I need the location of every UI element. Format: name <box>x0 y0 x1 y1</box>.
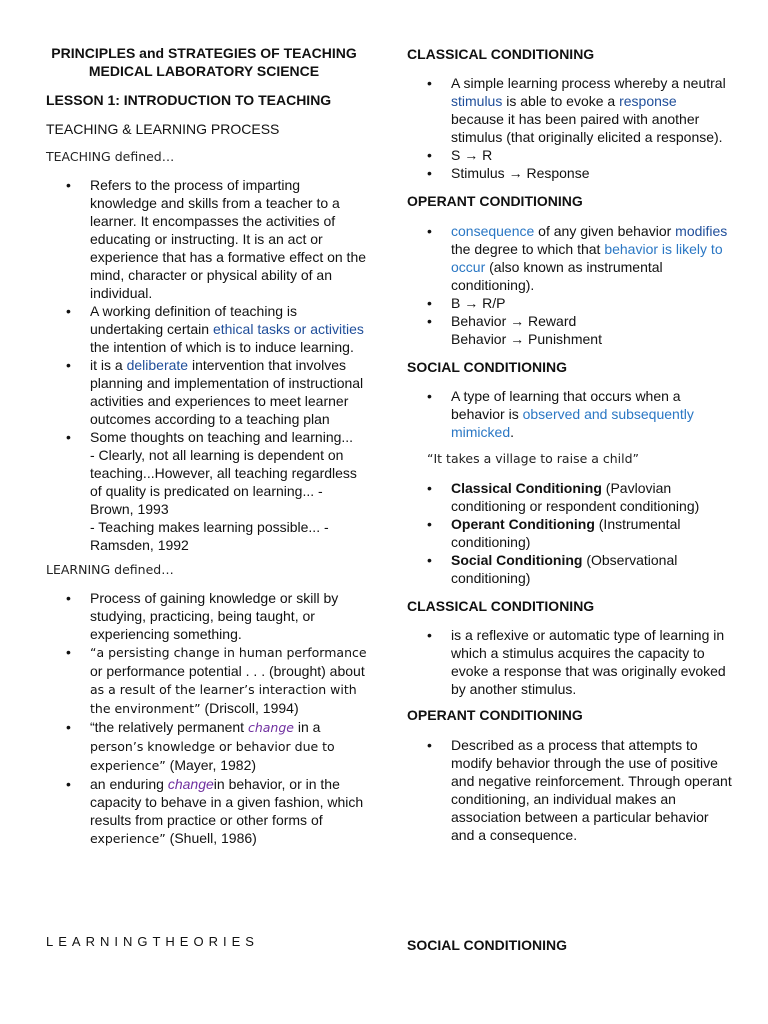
learning-theories-heading: LEARNINGTHEORIES <box>46 934 259 949</box>
operant-conditioning-heading: OPERANT CONDITIONING <box>407 193 583 209</box>
list-item: • Refers to the process of imparting knowledge and skills from a teacher to a learner. It encompasses the activities of educating or instructing. It is an act or experience that has a formative effect on the mind, character or physical ability of an individual. <box>66 177 367 301</box>
classical-conditioning-heading-2: CLASSICAL CONDITIONING <box>407 598 595 614</box>
conditioning-summary-list <box>407 479 732 587</box>
classical-definition-list <box>407 626 732 698</box>
list-item: • A working definition of teaching is undertaking certain ethical tasks or activities the intention of which is to induce learning. <box>66 303 364 355</box>
social-conditioning-heading-2: SOCIAL CONDITIONING <box>407 937 567 953</box>
list-item: • Operant Conditioning (Instrumental conditioning) <box>427 516 681 550</box>
teaching-list <box>46 176 370 554</box>
list-item: • “a persisting change in human performance or performance potential . . . (brought) about as a result of the learner’s interaction with the environment” (Driscoll, 1994) <box>66 644 367 716</box>
list-item: • Described as a process that attempts to modify behavior through the use of positive and negative reinforcement. Through operant conditioning, an individual makes an association between a particular behavior and a consequence. <box>427 737 732 843</box>
lesson-heading: LESSON 1: INTRODUCTION TO TEACHING <box>46 92 332 108</box>
operant-conditioning-heading-2: OPERANT CONDITIONING <box>407 707 583 723</box>
list-item: • an enduring changein behavior, or in the capacity to behave in a given fashion, which results from practice or other forms of experience” (Shuell, 1986) <box>66 776 364 846</box>
learning-list <box>46 589 370 848</box>
list-item: • A type of learning that occurs when a behavior is observed and subsequently mimicked. <box>427 388 694 440</box>
social-conditioning-heading: SOCIAL CONDITIONING <box>407 359 567 375</box>
list-item: • S → R <box>427 147 493 163</box>
teaching-defined-label: TEACHING defined… <box>46 149 175 164</box>
classical-conditioning-heading: CLASSICAL CONDITIONING <box>407 46 595 62</box>
list-item: • Behavior → Reward Behavior → Punishment <box>427 313 602 347</box>
list-item: • consequence of any given behavior modifies the degree to which that behavior is likely to occur (also known as instrumental conditioning). <box>427 223 728 293</box>
operant-list <box>407 222 732 348</box>
social-list <box>407 387 732 441</box>
document-title: PRINCIPLES and STRATEGIES OF TEACHING MEDICAL LABORATORY SCIENCE <box>51 45 357 79</box>
list-item: • “the relatively permanent change in a person’s knowledge or behavior due to experience” (Mayer, 1982) <box>66 719 335 773</box>
list-item: • Some thoughts on teaching and learning... - Clearly, not all learning is dependent on teaching...However, all teaching regardless of quality is predicated on learning... - Brown, 1993 - Teaching makes learning possible... - Ramsden, 1992 <box>66 429 357 553</box>
list-item: • is a reflexive or automatic type of learning in which a stimulus acquires the capacity to evoke a response that was originally evoked by another stimulus. <box>427 627 726 697</box>
list-item: • B → R/P <box>427 295 506 311</box>
list-item: • Stimulus → Response <box>427 165 590 181</box>
list-item: • A simple learning process whereby a neutral stimulus is able to evoke a response because it has been paired with another stimulus (that originally elicited a response). <box>427 75 726 145</box>
list-item: • Classical Conditioning (Pavlovian conditioning or respondent conditioning) <box>427 480 700 514</box>
list-item: • Process of gaining knowledge or skill by studying, practicing, being taught, or experiencing something. <box>66 590 339 642</box>
learning-defined-label: LEARNING defined… <box>46 562 174 577</box>
operant-definition-list <box>407 736 732 844</box>
classical-list <box>407 74 732 182</box>
village-quote: “It takes a village to raise a child” <box>427 451 640 466</box>
list-item: • Social Conditioning (Observational conditioning) <box>427 552 678 586</box>
list-item: • it is a deliberate intervention that involves planning and implementation of instructional activities and experiences to meet learner outcomes according to a teaching plan <box>66 357 364 427</box>
section-heading: TEACHING & LEARNING PROCESS <box>46 121 280 137</box>
